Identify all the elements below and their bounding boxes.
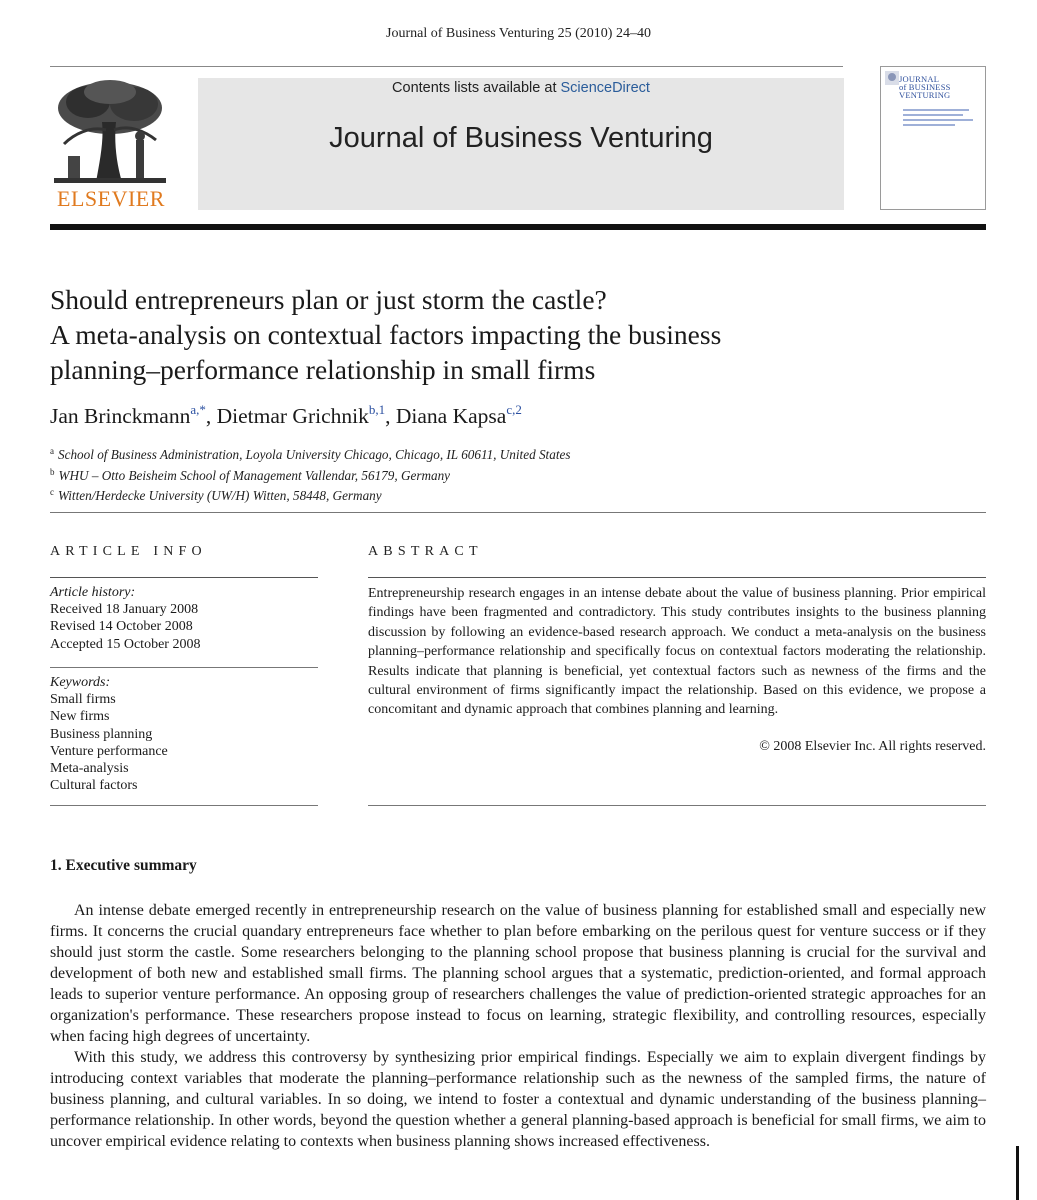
article-title: Should entrepreneurs plan or just storm the castle? A meta-analysis on contextual factors impacting the business planning–performance relationship in small firms — [50, 284, 722, 385]
author-affiliation-mark[interactable]: a,* — [190, 402, 206, 417]
contents-prefix: Contents lists available at — [392, 80, 557, 96]
scrollbar-thumb[interactable] — [1016, 1146, 1019, 1200]
body-paragraph: An intense debate emerged recently in entrepreneurship research on the value of business planning for established small and especially new firms. It concerns the crucial quandary entrepreneurs face whether to plan before embarking on the perilous quest for venture success or if they should just storm the castle. Some researchers belonging to the planning school propose that business planning is crucial for the survival and development of both new and established small firms. The planning school argues that a systematic, prediction-oriented, and formal approach leads to superior venture performance. An opposing group of researchers challenges the value of prediction-oriented strategic approaches for an organization's performance. These researchers propose instead to focus on learning, strategic flexibility, and controlling resources, especially when facing high degrees of uncertainty. — [50, 902, 986, 1045]
keyword-item: New firms — [50, 709, 110, 725]
affiliations — [50, 443, 570, 505]
author-affiliation-mark[interactable]: b,1 — [368, 402, 386, 417]
keyword-item: Venture performance — [50, 743, 168, 759]
keyword-item: Business planning — [50, 726, 153, 742]
article-info-bottom-rule — [50, 805, 318, 806]
author-name: Jan Brinckmann — [50, 404, 191, 428]
keywords-label: Keywords: — [50, 675, 111, 690]
history-item: Revised 14 October 2008 — [50, 619, 193, 635]
running-head: Journal of Business Venturing 25 (2010) 24–40 — [386, 26, 651, 41]
cover-subtitle-lines — [903, 109, 979, 129]
elsevier-logo — [50, 78, 172, 212]
author-name: Diana Kapsa — [395, 404, 507, 428]
elsevier-wordmark: ELSEVIER — [57, 186, 165, 211]
abstract-top-rule — [368, 577, 986, 578]
keyword-item: Small firms — [50, 692, 116, 708]
journal-banner — [198, 78, 844, 210]
cover-title: JOURNAL of BUSINESS VENTURING — [899, 74, 951, 100]
affiliation-item: $^c$ Witten/Herdecke University (UW/H) Witten, 58448, Germany — [50, 487, 382, 503]
elsevier-mini-logo-icon — [885, 71, 899, 85]
history-item: Accepted 15 October 2008 — [50, 636, 201, 652]
contents-line — [198, 80, 844, 96]
article-history-label: Article history: — [50, 585, 136, 600]
section-body — [50, 900, 986, 1152]
history-item: Received 18 January 2008 — [50, 602, 199, 618]
keyword-item: Meta-analysis — [50, 761, 129, 777]
body-paragraph: With this study, we address this controversy by synthesizing prior empirical findings. Especially we aim to explain divergent findings by introducing context variables that moderate the planning–performance relationship such as the newness of the sampled firms, the nature of business planning, and cultural variables. In so doing, we intend to foster a contextual and dynamic understanding of the business planning–performance relationship. In other words, beyond the question whether a general planning-based approach is beneficial for small firms, we aim to uncover empirical evidence relating to contexts when business planning shows increased effectiveness. — [50, 1049, 986, 1150]
author-name: Dietmar Grichnik — [216, 404, 369, 428]
header-thick-rule — [50, 224, 986, 230]
affiliation-item: $^b$ WHU – Otto Beisheim School of Management Vallendar, 56179, Germany — [50, 466, 451, 483]
sciencedirect-link[interactable]: ScienceDirect — [560, 80, 650, 96]
abstract-label: ABSTRACT — [368, 544, 483, 559]
article-info-label: ARTICLE INFO — [50, 544, 207, 559]
header-divider — [50, 66, 843, 67]
journal-cover-thumbnail — [880, 66, 986, 210]
article-history — [50, 584, 200, 653]
affiliation-item: $^a$ School of Business Administration, Loyola University Chicago, Chicago, IL 60611, United States — [50, 446, 571, 462]
section-heading: 1. Executive summary — [50, 857, 197, 874]
keyword-item: Cultural factors — [50, 778, 138, 794]
keywords — [50, 674, 168, 794]
article-info-mid-rule — [50, 667, 318, 668]
article-info-top-rule — [50, 577, 318, 578]
journal-title: Journal of Business Venturing — [329, 122, 713, 154]
copyright-notice: © 2008 Elsevier Inc. All rights reserved. — [759, 739, 986, 754]
author-affiliation-mark[interactable]: c,2 — [506, 402, 522, 417]
author-list: Jan Brinckmann$^{a,*}$, Dietmar Grichnik$^{b,1}$, Diana Kapsa$^{c,2}$ — [50, 402, 522, 428]
abstract-bottom-rule — [368, 805, 986, 806]
abstract-text: Entrepreneurship research engages in an intense debate about the value of business planning. Prior empirical findings have been fragmented and contradictory. This study contributes insights to the business planning discussion by following an evidence-based research approach. We conduct a meta-analysis on the business planning–performance relationship and specifically focus on contextual factors moderating the relationship. Results indicate that planning is beneficial, yet contextual factors such as newness of the firms and the cultural environment of firms significantly impact the relationship. Based on this evidence, we propose a concomitant and dynamic approach that combines planning and learning. — [368, 586, 986, 718]
front-matter-divider — [50, 512, 986, 513]
